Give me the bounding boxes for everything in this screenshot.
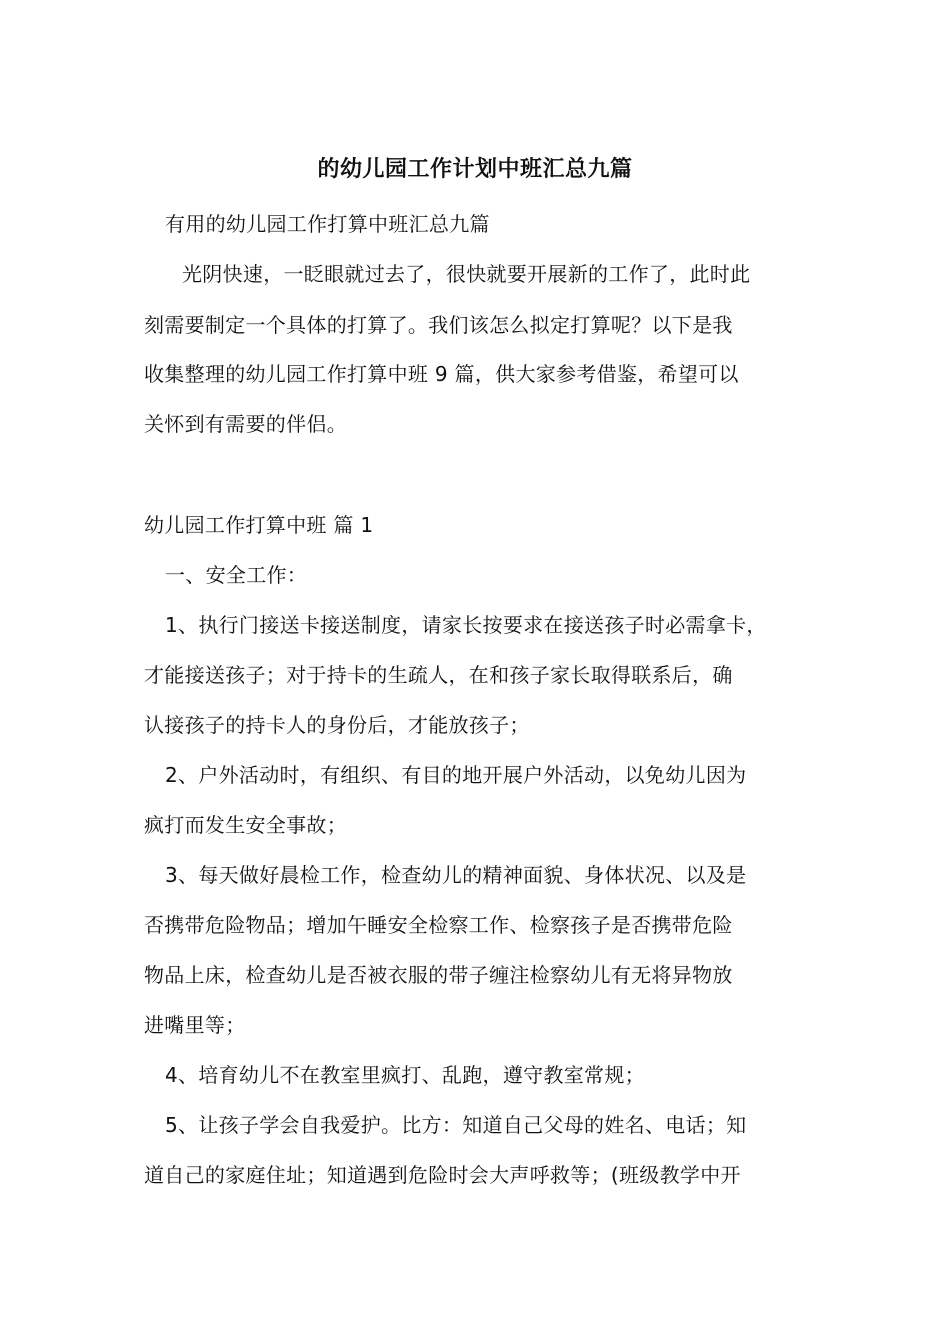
subtitle-line: 有用的幼儿园工作打算中班汇总九篇 (165, 212, 490, 236)
item-1-line-1: 1、执行门接送卡接送制度，请家长按要求在接送孩子时必需拿卡， (165, 613, 767, 637)
section-heading: 幼儿园工作打算中班 篇 1 (144, 513, 374, 537)
document-title: 的幼儿园工作计划中班汇总九篇 (317, 157, 633, 182)
intro-line-2: 刻需要制定一个具体的打算了。我们该怎么拟定打算呢？以下是我 (144, 313, 733, 337)
item-3-line-3: 物品上床，检查幼儿是否被衣服的带子缠注检察幼儿有无将异物放 (144, 963, 733, 987)
intro-line-1: 光阴快速，一眨眼就过去了，很快就要开展新的工作了，此时此 (182, 262, 751, 286)
item-3-line-4: 进嘴里等； (144, 1013, 246, 1037)
item-1-line-2: 才能接送孩子；对于持卡的生疏人，在和孩子家长取得联系后，确 (144, 663, 733, 687)
item-3-line-2: 否携带危险物品；增加午睡安全检察工作、检察孩子是否携带危险 (144, 913, 733, 937)
item-5-line-1: 5、让孩子学会自我爱护。比方：知道自己父母的姓名、电话；知 (165, 1113, 747, 1137)
item-2-line-1: 2、户外活动时，有组织、有目的地开展户外活动，以免幼儿因为 (165, 763, 747, 787)
item-5-line-2: 道自己的家庭住址；知道遇到危险时会大声呼救等；(班级教学中开 (144, 1163, 741, 1187)
item-2-line-2: 疯打而发生安全事故； (144, 813, 347, 837)
item-4-line-1: 4、培育幼儿不在教室里疯打、乱跑，遵守教室常规； (165, 1063, 645, 1087)
intro-line-4: 关怀到有需要的伴侣。 (144, 412, 347, 436)
intro-line-3: 收集整理的幼儿园工作打算中班 9 篇，供大家参考借鉴，希望可以 (144, 362, 739, 386)
item-3-line-1: 3、每天做好晨检工作，检查幼儿的精神面貌、身体状况、以及是 (165, 863, 747, 887)
subsection-heading: 一、安全工作： (165, 563, 308, 587)
item-1-line-3: 认接孩子的持卡人的身份后，才能放孩子； (144, 713, 530, 737)
